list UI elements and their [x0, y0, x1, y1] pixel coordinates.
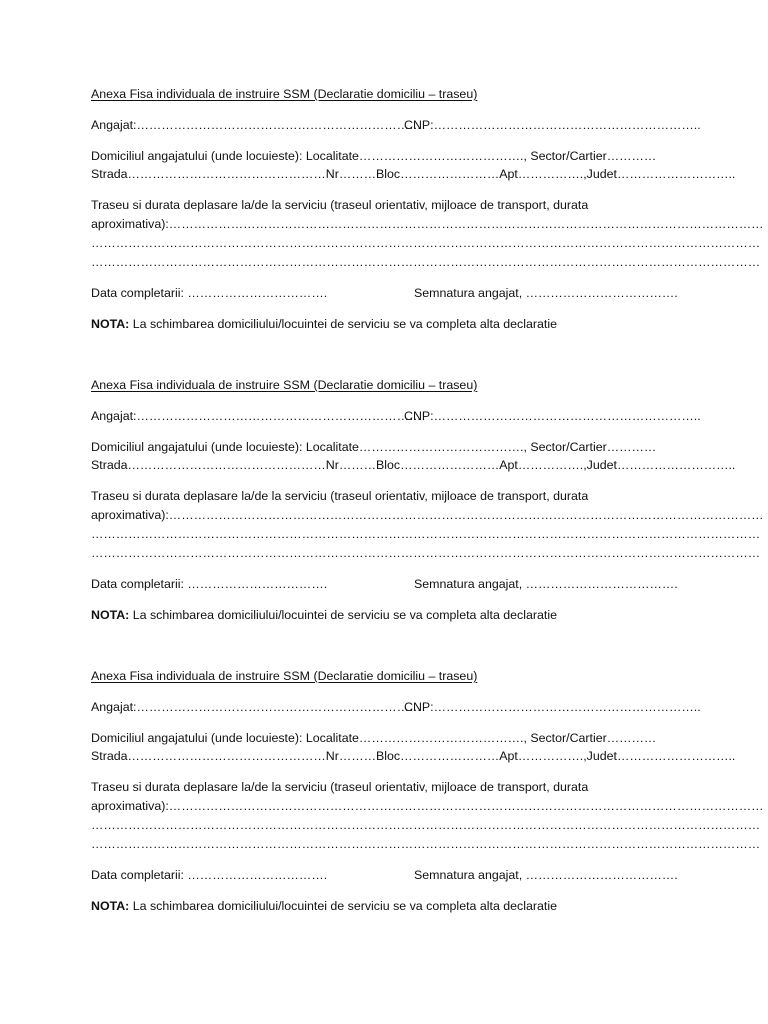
street-field[interactable]: Strada…………………………………………Nr………Bloc……………………Apt…………….,Judet……………………….. — [91, 167, 736, 181]
note — [91, 316, 557, 332]
form-title: Anexa Fisa individuala de instruire SSM (Declaratie domiciliu – traseu) — [91, 87, 478, 101]
note-text: La schimbarea domiciliului/locuintei de serviciu se va completa alta declaratie — [129, 899, 558, 913]
employee-signature-field[interactable]: Semnatura angajat, ………………………………. — [414, 868, 678, 882]
domicile-field[interactable]: Domiciliul angajatului (unde locuieste): Localitate…………………………………., Sector/Cartier………… — [91, 440, 657, 454]
note — [91, 898, 557, 914]
domicile-field[interactable]: Domiciliul angajatului (unde locuieste): Localitate…………………………………., Sector/Cartier………… — [91, 731, 657, 745]
employee-signature-field[interactable]: Semnatura angajat, ………………………………. — [414, 286, 678, 300]
domicile-field[interactable]: Domiciliul angajatului (unde locuieste): Localitate…………………………………., Sector/Cartier………… — [91, 149, 657, 163]
route-label: Traseu si durata deplasare la/de la serviciu (traseul orientativ, mijloace de transport, durata — [91, 780, 589, 794]
route-field-line-3[interactable]: ……………………………………………………………………………………………………………………………………………… — [91, 837, 761, 851]
cnp-field[interactable]: CNP:……………………………………………………….. — [404, 700, 701, 714]
route-field[interactable]: aproximativa):……………………………………………………………………………………………………………………………… — [91, 799, 764, 813]
route-field-line-2[interactable]: ……………………………………………………………………………………………………………………………………………… — [91, 818, 761, 832]
note-label: NOTA: — [91, 608, 130, 622]
route-field-line-3[interactable]: ……………………………………………………………………………………………………………………………………………… — [91, 255, 761, 269]
form-title: Anexa Fisa individuala de instruire SSM (Declaratie domiciliu – traseu) — [91, 669, 478, 683]
street-field[interactable]: Strada…………………………………………Nr………Bloc……………………Apt…………….,Judet……………………….. — [91, 458, 736, 472]
route-field[interactable]: aproximativa):……………………………………………………………………………………………………………………………… — [91, 508, 764, 522]
route-label: Traseu si durata deplasare la/de la serviciu (traseul orientativ, mijloace de transport, durata — [91, 198, 589, 212]
route-field-line-2[interactable]: ……………………………………………………………………………………………………………………………………………… — [91, 527, 761, 541]
employee-field[interactable]: Angajat:…………………………………………………………… — [91, 700, 422, 714]
route-field-line-3[interactable]: ……………………………………………………………………………………………………………………………………………… — [91, 546, 761, 560]
completion-date-field[interactable]: Data completarii: ……………………………. — [91, 868, 328, 882]
note — [91, 607, 557, 623]
completion-date-field[interactable]: Data completarii: ……………………………. — [91, 577, 328, 591]
street-field[interactable]: Strada…………………………………………Nr………Bloc……………………Apt…………….,Judet……………………….. — [91, 749, 736, 763]
employee-signature-field[interactable]: Semnatura angajat, ………………………………. — [414, 577, 678, 591]
employee-field[interactable]: Angajat:…………………………………………………………… — [91, 118, 422, 132]
note-label: NOTA: — [91, 317, 130, 331]
form-title: Anexa Fisa individuala de instruire SSM (Declaratie domiciliu – traseu) — [91, 378, 478, 392]
completion-date-field[interactable]: Data completarii: ……………………………. — [91, 286, 328, 300]
cnp-field[interactable]: CNP:……………………………………………………….. — [404, 118, 701, 132]
note-text: La schimbarea domiciliului/locuintei de serviciu se va completa alta declaratie — [129, 608, 558, 622]
note-label: NOTA: — [91, 899, 130, 913]
route-field-line-2[interactable]: ……………………………………………………………………………………………………………………………………………… — [91, 236, 761, 250]
route-label: Traseu si durata deplasare la/de la serviciu (traseul orientativ, mijloace de transport, durata — [91, 489, 589, 503]
employee-field[interactable]: Angajat:…………………………………………………………… — [91, 409, 422, 423]
note-text: La schimbarea domiciliului/locuintei de serviciu se va completa alta declaratie — [129, 317, 558, 331]
route-field[interactable]: aproximativa):……………………………………………………………………………………………………………………………… — [91, 217, 764, 231]
cnp-field[interactable]: CNP:……………………………………………………….. — [404, 409, 701, 423]
